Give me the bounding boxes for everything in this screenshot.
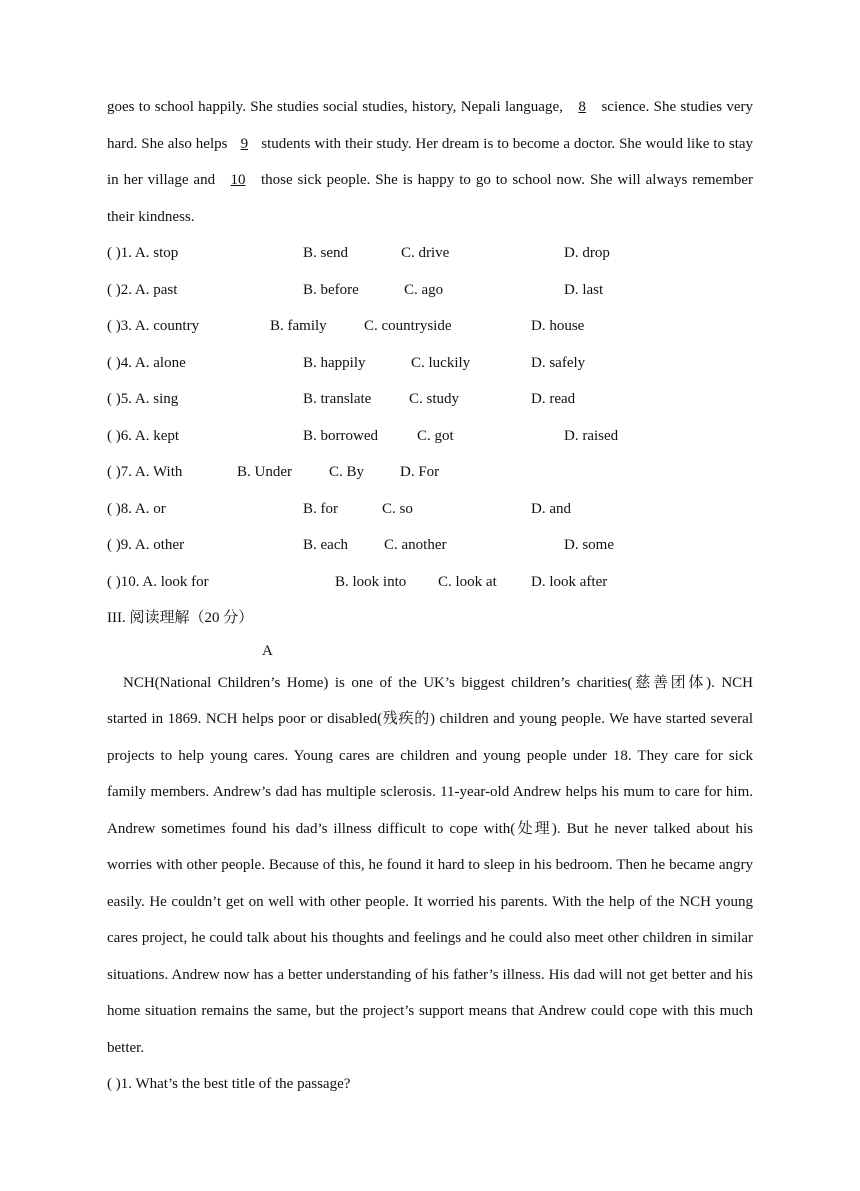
option-d: D. and xyxy=(531,500,571,517)
question-stem: ( )3. A. country xyxy=(107,318,200,334)
passage-text: students with their study. Her dream is to become a doctor. She would like to stay in her village and xyxy=(107,135,754,188)
option-c: C. countryside xyxy=(364,318,452,334)
cloze-question-9 xyxy=(107,527,753,564)
cloze-question-1 xyxy=(107,235,753,272)
passage-text: those sick people. She is happy to go to school now. She will always remember their kindness. xyxy=(107,172,754,225)
cloze-question-10 xyxy=(107,564,753,601)
cloze-question-3 xyxy=(107,308,753,345)
option-b: B. translate xyxy=(303,391,372,407)
question-stem: ( )1. What’s the best title of the passage? xyxy=(107,1076,351,1092)
question-stem: ( )2. A. past xyxy=(107,281,178,298)
option-b: B. Under xyxy=(237,464,292,480)
option-d: D. drop xyxy=(564,245,610,261)
passage-text: science. She studies very hard. She also helps xyxy=(107,99,754,152)
option-b: B. each xyxy=(303,537,348,553)
option-d: D. house xyxy=(531,318,585,334)
question-stem: ( )6. A. kept xyxy=(107,427,180,444)
option-b: B. before xyxy=(303,281,359,298)
worksheet-page xyxy=(107,89,753,1103)
option-b: B. family xyxy=(270,318,327,334)
option-c: C. another xyxy=(384,537,447,553)
blank-9: 9 xyxy=(240,135,249,152)
option-c: C. so xyxy=(382,500,413,517)
question-stem: ( )8. A. or xyxy=(107,500,166,517)
option-d: D. read xyxy=(531,391,576,407)
blank-10: 10 xyxy=(230,172,246,188)
question-stem: ( )4. A. alone xyxy=(107,354,186,371)
cloze-question-6 xyxy=(107,418,753,455)
question-stem: ( )7. A. With xyxy=(107,464,183,480)
reading-question-1 xyxy=(107,1066,753,1103)
question-stem: ( )9. A. other xyxy=(107,537,185,553)
cloze-question-4 xyxy=(107,345,753,382)
section-heading: III. 阅读理解（20 分） xyxy=(107,610,254,626)
option-c: C. study xyxy=(409,391,460,407)
option-c: C. luckily xyxy=(411,354,471,371)
option-c: C. look at xyxy=(438,573,497,590)
cloze-question-5 xyxy=(107,381,753,418)
option-d: D. For xyxy=(400,464,440,480)
option-b: B. send xyxy=(303,245,348,261)
option-c: C. got xyxy=(417,427,454,444)
question-stem: ( )1. A. stop xyxy=(107,245,179,261)
option-d: D. safely xyxy=(531,354,586,371)
option-b: B. borrowed xyxy=(303,427,378,444)
option-d: D. raised xyxy=(564,427,619,444)
option-d: D. some xyxy=(564,537,614,553)
question-stem: ( )10. A. look for xyxy=(107,573,209,590)
cloze-question-8 xyxy=(107,491,753,528)
blank-8: 8 xyxy=(578,99,586,115)
question-stem: ( )5. A. sing xyxy=(107,391,179,407)
option-c: C. By xyxy=(329,464,365,480)
option-c: C. ago xyxy=(404,281,444,298)
reading-passage: NCH(National Children’s Home) is one of the UK’s biggest children’s charities(慈善团体). NCH started in 1869. NCH helps poor or disabled(残疾的) children and young people. We have started several projects to help young cares. Young cares are children and young people under 18. They care for sick family members. Andrew’s dad has multiple sclerosis. 11-year-old Andrew helps his mum to care for him. Andrew sometimes found his dad’s illness difficult to cope with(处理). But he never talked about his worries with other people. Because of this, he found it hard to sleep in his bedroom. Then he became angry easily. He couldn’t get on well with other people. It worried his parents. With the help of the NCH young cares project, he could talk about his thoughts and feelings and he could also meet other children in similar situations. Andrew now has a better understanding of his father’s illness. His dad will not get better and his home situation remains the same, but the project’s support means that Andrew could cope with this much better. xyxy=(107,674,753,1056)
option-b: B. happily xyxy=(303,354,366,371)
option-b: B. look into xyxy=(335,573,407,590)
cloze-question-2 xyxy=(107,272,753,309)
passage-text: goes to school happily. She studies social studies, history, Nepali language, xyxy=(107,99,563,115)
option-b: B. for xyxy=(303,500,338,517)
option-d: D. look after xyxy=(531,573,608,590)
cloze-question-7 xyxy=(107,454,753,491)
cloze-question-list xyxy=(107,235,753,600)
part-label: A xyxy=(262,642,273,659)
cloze-passage-end xyxy=(107,89,753,235)
option-d: D. last xyxy=(564,281,604,298)
option-c: C. drive xyxy=(401,245,450,261)
